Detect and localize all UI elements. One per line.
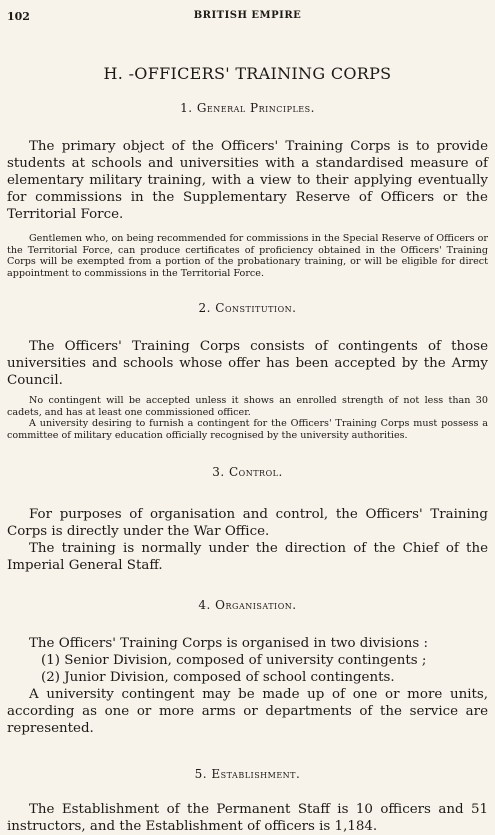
section-constitution: [7, 301, 488, 441]
body-paragraph: For purposes of organisation and control, the Officers' Training Corps is directly under the War Office.: [7, 507, 488, 539]
section-heading: 1. General Principles.: [180, 101, 315, 115]
section-heading: 5. Establishment.: [194, 767, 301, 781]
list-item: (1) Senior Division, composed of university contingents ;: [41, 653, 427, 668]
list-item: (2) Junior Division, composed of school contingents.: [41, 670, 395, 685]
section-organisation: [7, 598, 488, 737]
body-paragraph: A university contingent may be made up of one or more units, according as one or more arms or departments of the service are represented.: [7, 687, 488, 736]
note-paragraph: A university desiring to furnish a contingent for the Officers' Training Corps must possess a committee of military education officially recognised by the university authorities.: [7, 418, 488, 441]
section-control: [7, 465, 488, 574]
running-title: BRITISH EMPIRE: [193, 10, 302, 21]
section-general-principles: [7, 101, 488, 279]
division-list: [7, 652, 488, 686]
body-paragraph: The Establishment of the Permanent Staff is 10 officers and 51 instructors, and the Establishment of officers is 1,184.: [7, 802, 488, 834]
body-paragraph: The training is normally under the direction of the Chief of the Imperial General Staff.: [7, 541, 488, 573]
page-number: 102: [7, 10, 30, 23]
part-title: H. -OFFICERS' TRAINING CORPS: [103, 64, 392, 83]
body-paragraph: The primary object of the Officers' Training Corps is to provide students at schools and universities with a standardised measure of elementary military training, with a view to their applying eventually for commissions in the Supplementary Reserve of Officers or the Territorial Force.: [7, 139, 488, 222]
section-establishment: [7, 767, 488, 835]
note-paragraph: Gentlemen who, on being recommended for commissions in the Special Reserve of Officers or the Territorial Force, can produce certificates of proficiency obtained in the Officers' Training Corps will be exempted from a portion of the probationary training, or will be eligible for direct appointment to commissions in the Territorial Force.: [7, 233, 488, 279]
section-heading: 3. Control.: [212, 465, 283, 479]
section-heading: 2. Constitution.: [198, 301, 297, 315]
note-paragraph: No contingent will be accepted unless it shows an enrolled strength of not less than 30 cadets, and has at least one commissioned officer.: [7, 395, 488, 418]
section-heading: 4. Organisation.: [198, 598, 297, 612]
body-paragraph: The Officers' Training Corps consists of contingents of those universities and schools whose offer has been accepted by the Army Council.: [7, 339, 488, 388]
body-paragraph: The Officers' Training Corps is organised in two divisions :: [29, 636, 428, 651]
running-header: [7, 6, 488, 26]
